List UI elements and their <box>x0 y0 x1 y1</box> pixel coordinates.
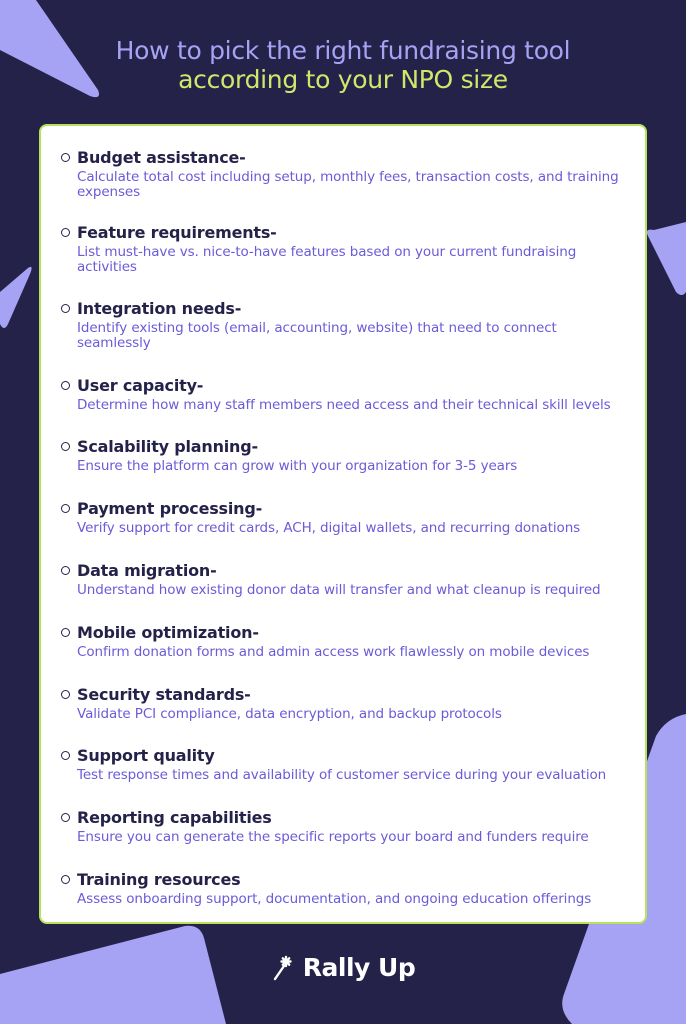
item-title: Scalability planning- <box>77 437 258 456</box>
item-description: Ensure the platform can grow with your organization for 3-5 years <box>77 458 518 474</box>
bullet-circle-icon <box>61 228 70 237</box>
checklist-card <box>39 124 647 924</box>
item-description: Determine how many staff members need access and their technical skill levels <box>77 397 611 413</box>
item-description: Verify support for credit cards, ACH, digital wallets, and recurring donations <box>77 520 581 536</box>
bullet-circle-icon <box>61 690 70 699</box>
list-item <box>59 746 627 783</box>
bullet-circle-icon <box>61 381 70 390</box>
bullet-circle-icon <box>61 504 70 513</box>
item-description: Validate PCI compliance, data encryption, and backup protocols <box>77 706 502 722</box>
bullet-circle-icon <box>61 628 70 637</box>
bullet-circle-icon <box>61 566 70 575</box>
list-item <box>59 623 627 660</box>
decor-shape-left <box>0 262 40 332</box>
item-description: Assess onboarding support, documentation, and ongoing education offerings <box>77 891 592 907</box>
brand-name: Rally Up <box>302 953 416 982</box>
bullet-circle-icon <box>61 153 70 162</box>
bullet-circle-icon <box>61 751 70 760</box>
item-title: Reporting capabilities <box>77 808 272 827</box>
list-item <box>59 299 627 351</box>
item-description: List must-have vs. nice-to-have features based on your current fundraising activities <box>77 244 577 275</box>
item-title: Support quality <box>77 746 215 765</box>
sparkle-star-icon <box>271 954 297 982</box>
item-title: Feature requirements- <box>77 223 277 242</box>
page-title <box>0 36 686 94</box>
list-item <box>59 223 627 275</box>
item-description: Test response times and availability of customer service during your evaluation <box>77 767 607 783</box>
item-description: Ensure you can generate the specific reports your board and funders require <box>77 829 589 845</box>
item-title: Integration needs- <box>77 299 242 318</box>
item-title: Budget assistance- <box>77 148 246 167</box>
title-line-2: according to your NPO size <box>178 65 508 94</box>
list-item <box>59 376 627 413</box>
list-item <box>59 437 627 474</box>
bullet-circle-icon <box>61 304 70 313</box>
item-description: Identify existing tools (email, accounting, website) that need to connect seamlessly <box>77 320 557 351</box>
list-item <box>59 808 627 845</box>
brand-logo <box>0 953 686 982</box>
list-item <box>59 561 627 598</box>
item-title: Security standards- <box>77 685 251 704</box>
item-title: Data migration- <box>77 561 217 580</box>
bullet-circle-icon <box>61 875 70 884</box>
item-title: Mobile optimization- <box>77 623 259 642</box>
item-description: Calculate total cost including setup, monthly fees, transaction costs, and training expenses <box>77 169 619 200</box>
list-item <box>59 148 627 200</box>
bullet-circle-icon <box>61 442 70 451</box>
bullet-circle-icon <box>61 813 70 822</box>
item-title: Payment processing- <box>77 499 263 518</box>
item-title: User capacity- <box>77 376 204 395</box>
item-description: Understand how existing donor data will transfer and what cleanup is required <box>77 582 601 598</box>
item-description: Confirm donation forms and admin access work flawlessly on mobile devices <box>77 644 590 660</box>
list-item <box>59 685 627 722</box>
item-title: Training resources <box>77 870 241 889</box>
list-item <box>59 870 627 907</box>
title-line-1: How to pick the right fundraising tool <box>115 36 571 65</box>
list-item <box>59 499 627 536</box>
